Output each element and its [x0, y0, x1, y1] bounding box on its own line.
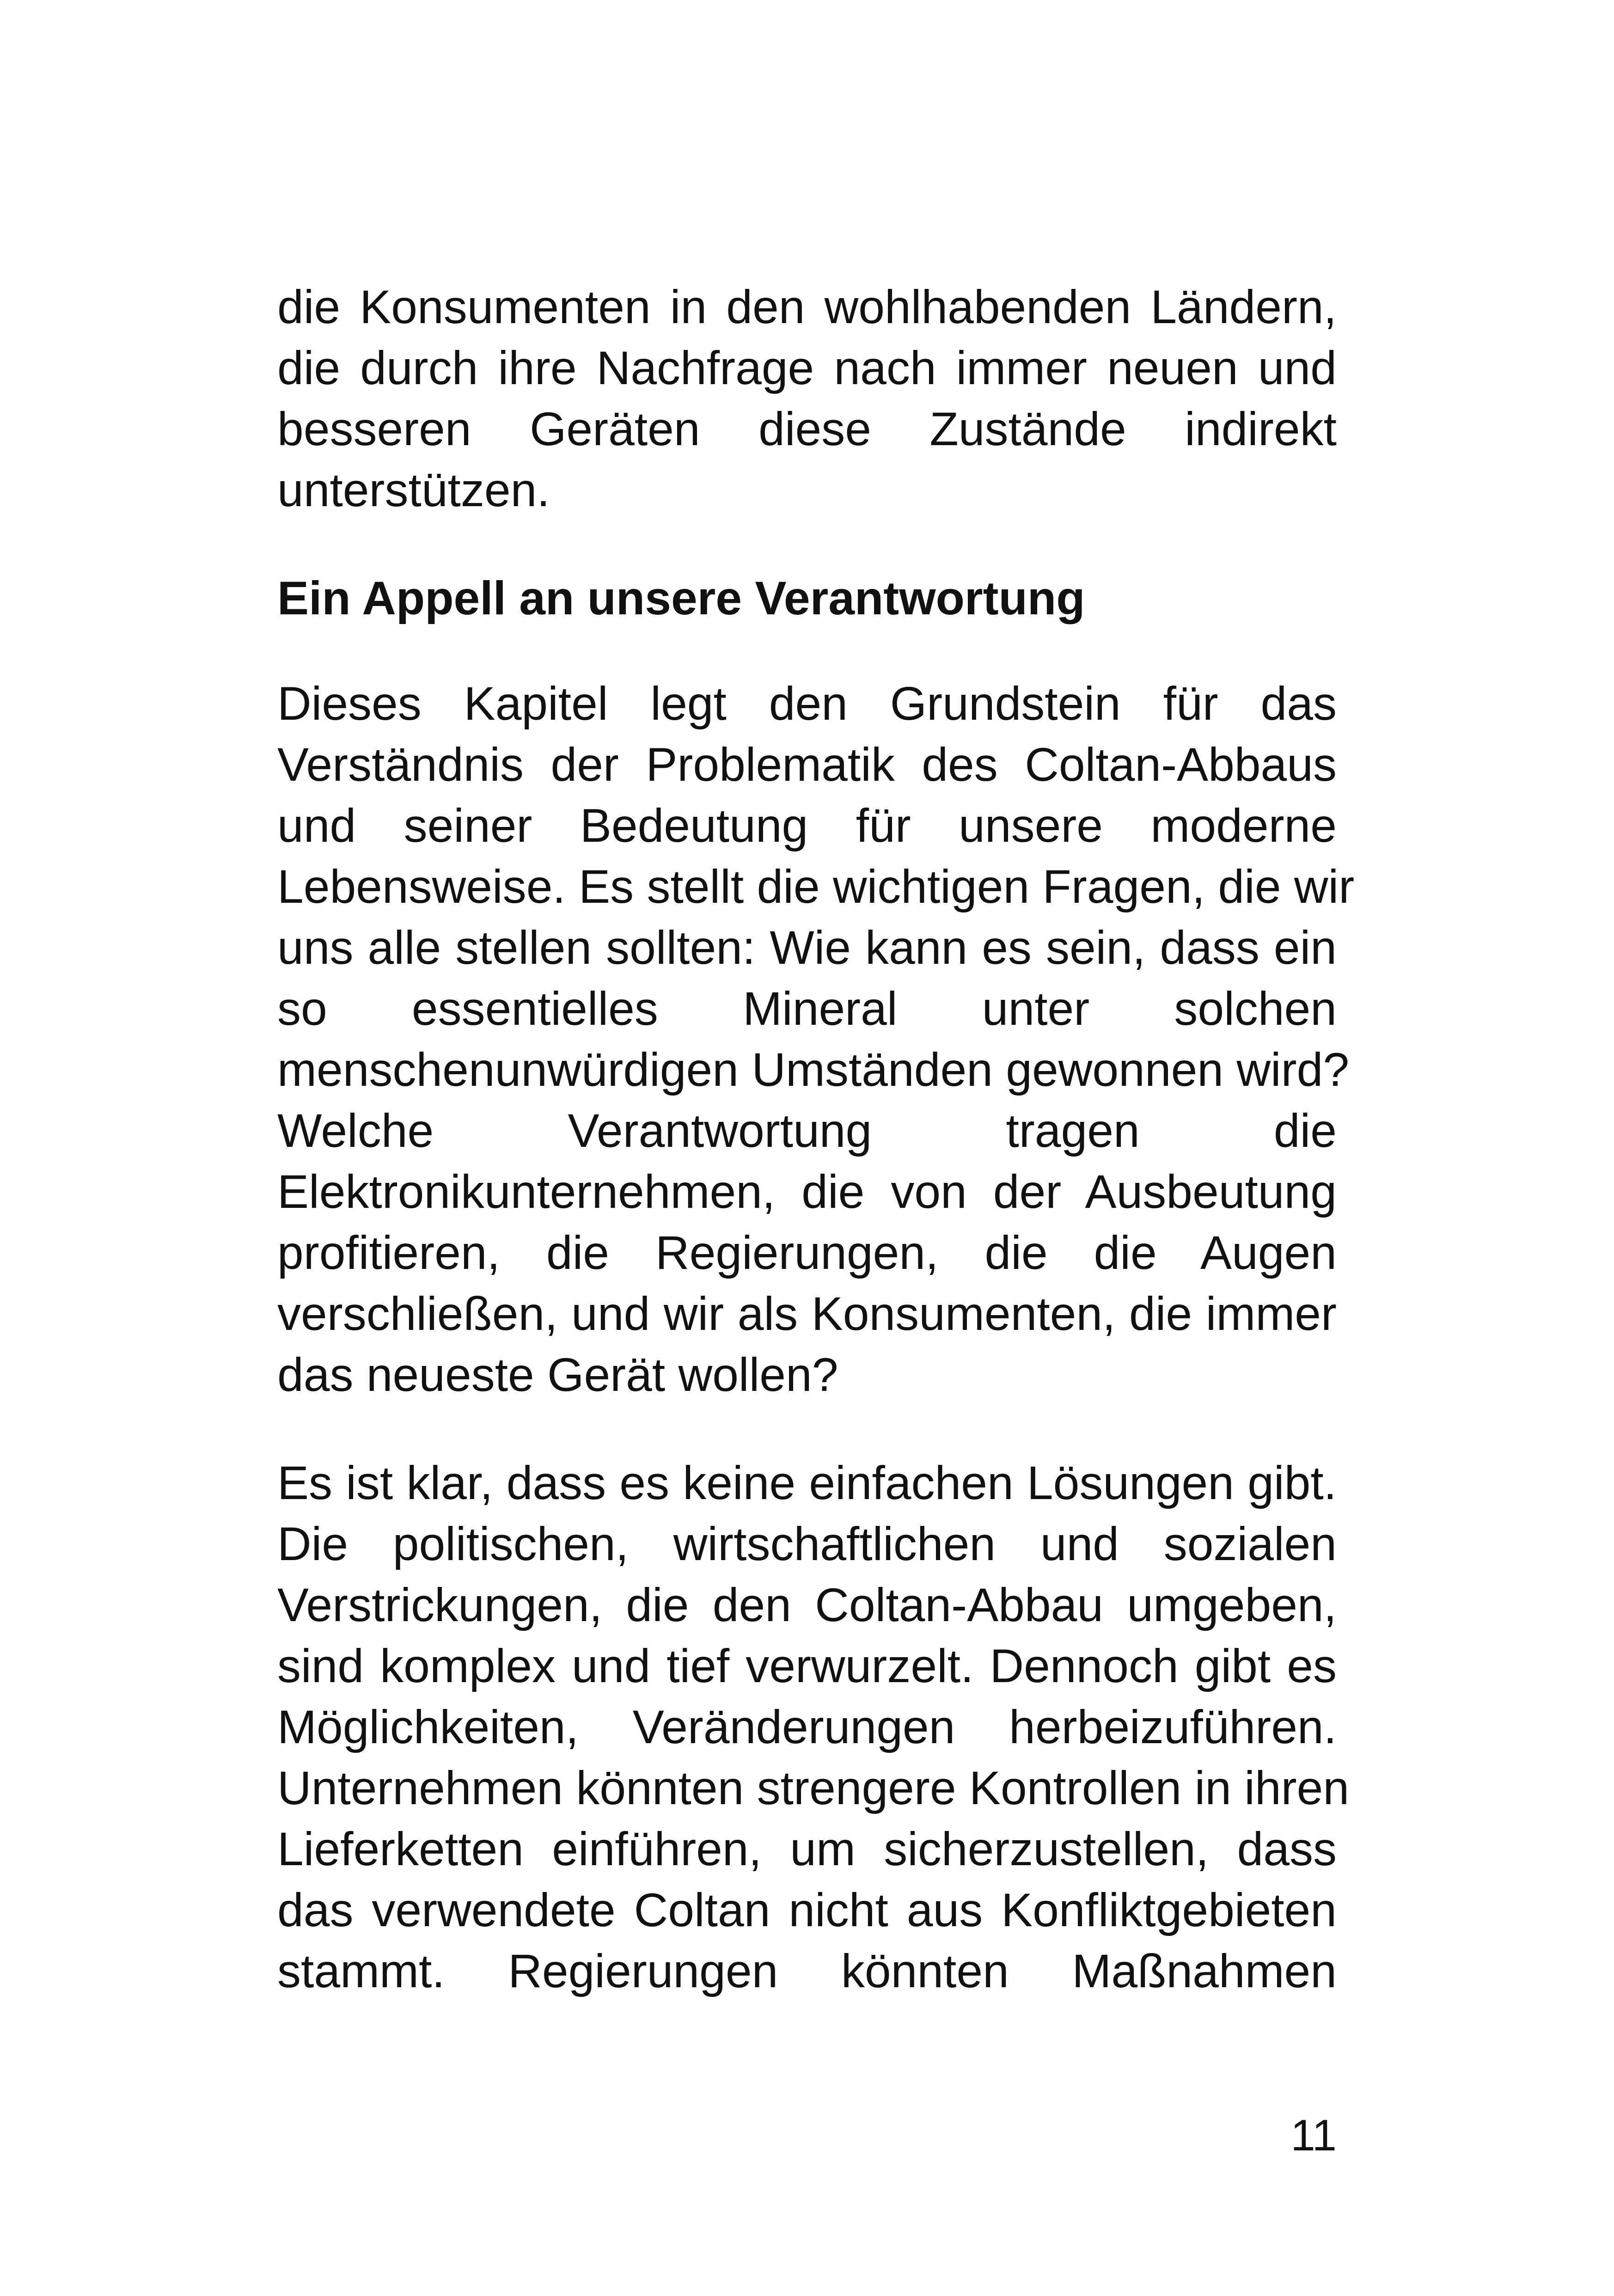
paragraph-1-line-2: die durch ihre Nachfrage nach immer neuen und	[277, 342, 1337, 394]
paragraph-2-line-9: Elektronikunternehmen, die von der Ausbeutung	[277, 1165, 1337, 1218]
paragraph-3-line-3: Verstrickungen, die den Coltan-Abbau umgeben,	[277, 1579, 1337, 1631]
section-heading: Ein Appell an unsere Verantwortung	[277, 572, 1085, 625]
paragraph-2-line-1: Dieses Kapitel legt den Grundstein für das	[277, 677, 1337, 730]
paragraph-3-line-5: Möglichkeiten, Veränderungen herbeizuführen.	[277, 1701, 1337, 1753]
paragraph-1-line-3: besseren Geräten diese Zustände indirekt	[277, 403, 1337, 455]
paragraph-3-line-2: Die politischen, wirtschaftlichen und sozialen	[277, 1518, 1337, 1570]
paragraph-3-line-6: Unternehmen könnten strengere Kontrollen in ihren	[277, 1762, 1350, 1814]
paragraph-1-line-4: unterstützen.	[277, 464, 550, 516]
paragraph-3-line-4: sind komplex und tief verwurzelt. Dennoch gibt es	[277, 1640, 1337, 1692]
paragraph-1-line-1: die Konsumenten in den wohlhabenden Ländern,	[277, 281, 1337, 333]
paragraph-2-line-6: so essentielles Mineral unter solchen	[277, 982, 1337, 1035]
paragraph-3-line-7: Lieferketten einführen, um sicherzustellen, dass	[277, 1823, 1337, 1875]
paragraph-2-line-8: Welche Verantwortung tragen die	[277, 1104, 1337, 1157]
paragraph-2-line-12: das neueste Gerät wollen?	[277, 1348, 838, 1401]
paragraph-2-line-11: verschließen, und wir als Konsumenten, die immer	[277, 1287, 1337, 1340]
paragraph-3-line-1: Es ist klar, dass es keine einfachen Lösungen gibt.	[277, 1457, 1337, 1509]
paragraph-2-line-2: Verständnis der Problematik des Coltan-Abbaus	[277, 738, 1337, 791]
paragraph-2-line-4: Lebensweise. Es stellt die wichtigen Fragen, die wir	[277, 860, 1355, 913]
paragraph-2-line-10: profitieren, die Regierungen, die die Augen	[277, 1226, 1337, 1279]
paragraph-2-line-5: uns alle stellen sollten: Wie kann es sein, dass ein	[277, 921, 1337, 974]
paragraph-2-line-3: und seiner Bedeutung für unsere moderne	[277, 799, 1337, 852]
paragraph-3-line-8: das verwendete Coltan nicht aus Konfliktgebieten	[277, 1884, 1337, 1936]
page-number: 11	[1290, 2111, 1337, 2160]
paragraph-2-line-7: menschenunwürdigen Umständen gewonnen wird?	[277, 1043, 1350, 1096]
paragraph-3-line-9: stammt. Regierungen könnten Maßnahmen	[277, 1945, 1337, 1997]
